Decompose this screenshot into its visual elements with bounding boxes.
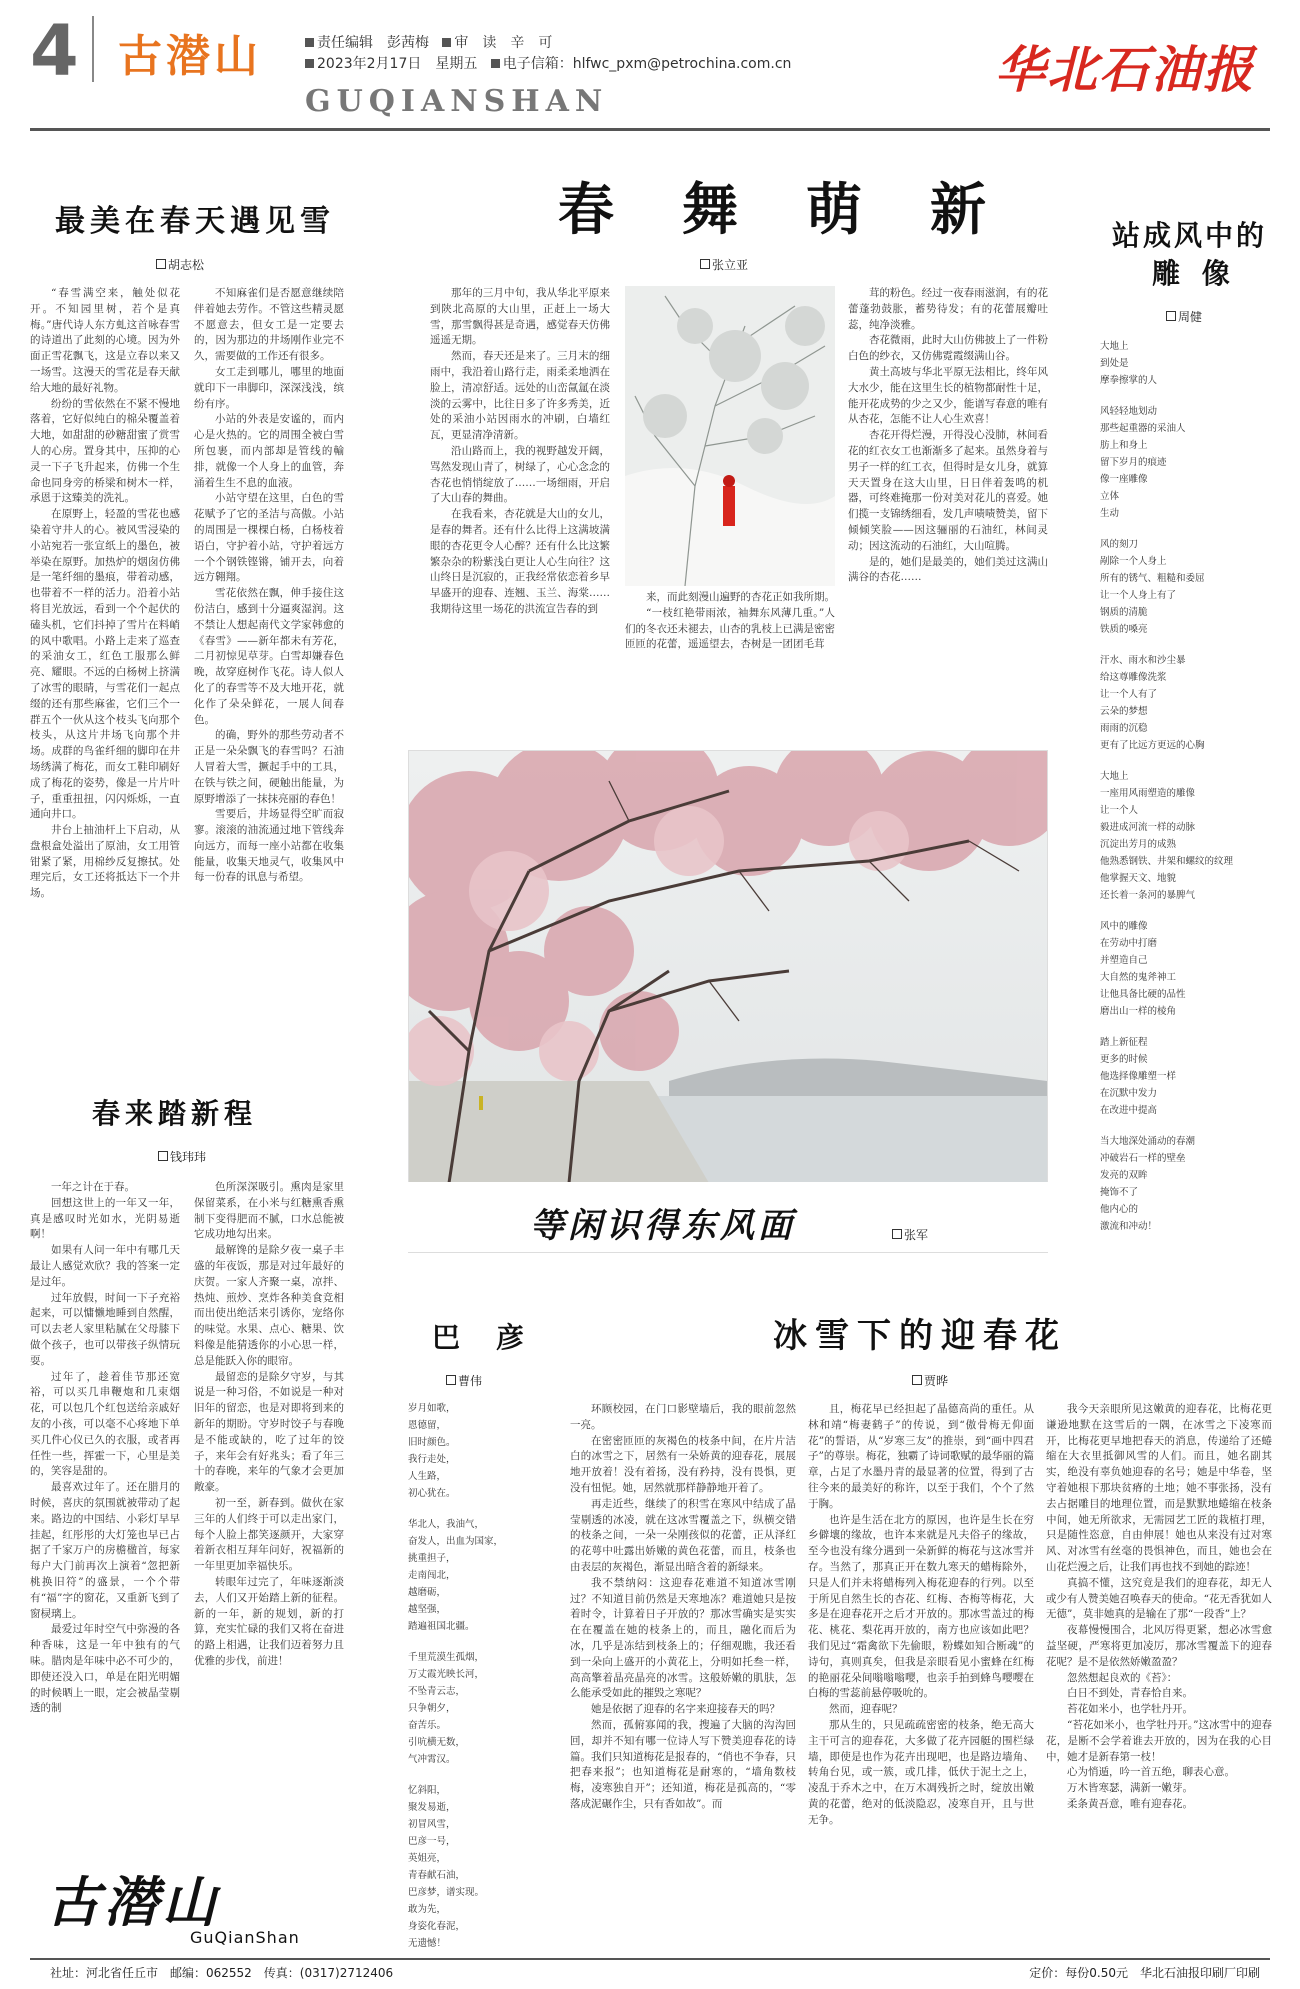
page-number: 4 [30,10,79,92]
poem-line: 肪上和身上 [1100,440,1148,451]
article-column-spring-3 [848,286,1048,716]
poem-line: 聚发易逝， [408,1802,456,1813]
byline-journey: 钱玮玮 [158,1148,206,1165]
poem-line: 掩饰不了 [1100,1187,1139,1198]
article-title-snow: 最美在春天遇见雪 [55,204,335,239]
poem-line: 并塑造自己 [1100,955,1148,966]
paragraph: 白日不到处，青春恰自来。 [1067,1687,1193,1700]
poem-line: 让一个人身上有了 [1100,590,1177,601]
paragraph: 杏花微雨，此时大山仿佛披上了一件粉白色的纱衣，又仿佛霓霞缀满山谷。 [848,334,1048,363]
byline-box-icon [446,1375,456,1385]
paragraph: 如果有人问一年中有哪几天最让人感觉欢欣？我的答案一定是过年。 [30,1244,180,1288]
paragraph: 女工走到哪儿，哪里的地面就印下一串脚印，深深浅浅，缤纷有序。 [194,365,344,410]
paragraph: 小站的外表是安谧的，而内心是火热的。它的周围全被白雪所包裹，而内部却是管线的輸排，就像一个人身上的血管，奔涌着生生不息的血液。 [194,413,344,489]
poem-line: 让他具备比硬的品性 [1100,989,1186,1000]
masthead-divider [92,16,94,82]
square-bullet-icon [442,38,451,47]
byline-box-icon [1166,311,1176,321]
stanza-gap [1100,754,1270,768]
poem-line: 大自然的鬼斧神工 [1100,972,1177,983]
article-column-spring-2 [625,590,835,716]
article-column-wintersweet-2 [808,1402,1034,1950]
article-title-statue-1: 站成风中的 [1112,219,1268,252]
poem-line: 风中的雕像 [1100,921,1148,932]
paragraph: 万木皆寒瑟，满新一嫩芽。 [1067,1782,1193,1795]
poem-line: 那些起重器的采油人 [1100,423,1186,434]
poem-line: 挑重担子， [408,1553,456,1564]
article-column-journey-2 [194,1180,344,1735]
paragraph: 然而，迎春呢？ [829,1703,903,1716]
paragraph: 过年了，趁着佳节那还宽裕，可以买几串鞭炮和几束烟花，可以包几个红包送给亲戚好友的小孩，可以毫不心疼地下单买几件心仪已久的衣服，或者再任性一些，挥霍一下，心里是美的，笑容是甜的。 [30,1370,180,1478]
paragraph: 也许是生活在北方的原因，也许是生长在穷乡僻壤的缘故，也许本来就是凡夫俗子的缘故，至今也没有缘分遇到一朵新鲜的梅花与这冰雪并存。当然了，那真正开在数九寒天的蜡梅除外，只是人们并未将蜡梅列入梅花迎春的行列。以至于所见自然生长的杏花、红梅、杏梅等梅花，大多是在迎春花开之后才开放的。那冰雪盖过的梅花、桃花、梨花再开放的，南方也应该如此吧？我们见过“霜禽欲下先偷眼，粉蝶如知合断魂”的诗句，真则真矣，但我是亲眼看见小蜜蜂在红梅的艳丽花朵间嗡嗡嗡嘤，也亲手拍到蜂鸟嘤嘤在白梅的雪蕊前悬停吸吮的。 [808,1513,1034,1700]
poem-line: 沉淀出芳月的成熟 [1100,839,1177,850]
byline-statue: 周健 [1166,308,1202,325]
poem-line: 像一座雕像 [1100,474,1148,485]
photo-blossom-lake [408,750,1048,1184]
article-title-eastwind: 等闲识得东风面 [530,1206,796,1246]
paragraph: 心为悄遁，吟一首五绝，聊表心意。 [1067,1766,1235,1779]
article-column-wintersweet-1 [570,1402,796,1950]
square-bullet-icon [305,59,314,68]
paragraph: 过年放假，时间一下子充裕起来，可以慵懒地睡到自然醒，可以去老人家里粘腻在父母膝下做个孩子，也可以带孩子纵情玩耍。 [30,1291,180,1367]
paragraph: “苔花如米小，也学牡丹开。”这冰雪中的迎春花，是断不会学着谁去开放的，因为在我的心目中，她才是新春第一枝！ [1046,1718,1272,1763]
paragraph: 然而，孤俯寡闻的我，搜遍了大脑的沟沟回回，却并不知有哪一位诗人写下赞美迎春花的诗篇。我们只知道梅花是报春的，“俏也不争春，只把春来报”；也知道梅花是耐寒的，“墙角数枝梅，凌寒独自开”；还知道，梅花是孤高的，“零落成泥碾作尘，只有香如故”。而 [570,1718,796,1810]
byline-bayan: 曹伟 [446,1372,482,1389]
poem-line: 无遗憾！ [408,1938,447,1949]
newspaper-masthead: 华北石油报 [995,40,1255,99]
poem-line: 到处是 [1100,358,1129,369]
byline-box-icon [892,1229,902,1239]
section-pinyin: GUQIANSHAN [305,84,609,119]
poem-line: 踏上新征程 [1100,1037,1148,1048]
poem-statue [1100,338,1270,1258]
poem-line: 他掌握天文、地貌 [1100,873,1177,884]
poem-line: 生动 [1100,508,1120,519]
article-title-wintersweet: 冰雪下的迎春花 [773,1316,1067,1356]
paragraph: 忽然想起良欢的《苔》： [1067,1671,1178,1684]
paragraph: 她是依据了迎春的名字来迎接春天的吗？ [591,1703,780,1716]
paragraph: 沿山路而上，我的视野越发开阔，骂然发现山青了，树绿了，心心念念的杏花也悄悄绽放了……一场细雨，开启了大山春的舞曲。 [430,444,610,505]
poem-line: 磨出山一样的棱角 [1100,1006,1177,1017]
poem-line: 立体 [1100,491,1120,502]
poem-line: 万丈霞光映长河， [408,1669,485,1680]
stanza-gap [1100,522,1270,536]
poem-line: 在劳动中打磨 [1100,938,1158,949]
poem-line: 毅进成河流一样的动脉 [1100,822,1196,833]
stanza-gap [408,1768,558,1782]
footer-address: 社址：河北省任丘市 邮编：062552 传真：(0317)2712406 [50,1966,394,1980]
article-title-bayan: 巴 彦 [432,1321,529,1354]
poem-line: 让一个人有了 [1100,689,1158,700]
poem-line: 奋发人，出血为国家， [408,1536,504,1547]
stanza-gap [1100,904,1270,918]
poem-line: 风轻轻地划动 [1100,406,1158,417]
header-rule [30,128,1270,131]
poem-line: 他内心的 [1100,1204,1139,1215]
poem-line: 越磨砺， [408,1587,447,1598]
poem-line: 不坠青云志， [408,1686,466,1697]
paragraph: “一枝红艳带雨浓，袖舞东风薄几重。”人们的冬衣还未褪去，山杏的乳枝上已满是密密匝匝的花蕾，遥遥望去，杏树是一团团毛茸 [625,606,835,651]
poem-line: 让一个人 [1100,805,1139,816]
bottom-logo-pinyin: GuQianShan [190,1928,300,1947]
poem-line: 我行走处， [408,1454,456,1465]
paragraph: 在原野上，轻盈的雪花也感染着守井人的心。被风雪浸染的小站宛若一张宣纸上的墨色，被举染在原野。加热炉的烟囱仿佛是一笔纤细的墨痕，带着动感，也带着不一样的活力。沿着小站将目光放远，看到一个个起伏的磕头机，它们抖掉了雪片在料峭的风中歌唱。小路上走来了巡查的采油女工，红色工服那么鲜亮、耀眼。不远的白杨树上挤满了冰雪的眼睛，与雪花们一起点缀的还有那些麻雀，它们三个一群五个一伙从这个枝头飞向那个枝头，从这片井场飞向那个井场。成群的鸟雀纤细的脚印在井场绣满了梅花，而女工鞋印刷好成了梅花的姿势，像是一片片叶子，重重扭扭，闪闪烁烁，一直通向井口。 [30,508,180,821]
poem-line: 只争朝夕， [408,1703,456,1714]
poem-line: 当大地深处涌动的春潮 [1100,1136,1196,1147]
paragraph: 然而，春天还是来了。三月末的细雨中，我沿着山路行走，雨柔柔地洒在脸上，清凉舒适。远处的山峦氤氲在淡淡的云雾中，比往日多了许多秀美，近处的采油小站因雨水的冲刷，白墙红瓦，更显清净清新。 [430,350,610,442]
poem-line: 风的刻刀 [1100,539,1139,550]
paragraph: 在我看来，杏花就是大山的女儿，是春的舞者。还有什么比得上这满坡满眼的杏花更令人心醉？还有什么比这繁繁杂杂的粉紫浅白更让人心生向往？这山终日是沉寂的，正我经常依恋着乡早早盛开的迎春、连翘、玉兰、海棠……我期待这里一场花的洪流宣告春的到 [430,508,610,615]
poem-line: 他熟悉钢铁、井架和螺纹的纹理 [1100,856,1234,867]
byline-box-icon [156,259,166,269]
square-bullet-icon [305,38,314,47]
stanza-gap [408,1502,558,1516]
paragraph: 那年的三月中旬，我从华北平原来到陕北高原的大山里，正赶上一场大雪，那雪飘得甚是奇遇，感觉春天仿佛遥遥无期。 [430,287,610,347]
paragraph: 初一至，新春到。做伙在家三年的人们终于可以走出家门，每个人脸上都笑逐颜开，大家穿着新衣相互拜年问好，祝福新的一年里更加幸福快乐。 [194,1496,344,1573]
poem-line: 钢质的清脆 [1100,607,1148,618]
byline-box-icon [912,1375,922,1385]
paragraph: 回想这世上的一年又一年，真是感叹时光如水，光阴易逝啊！ [30,1196,180,1241]
poem-line: 初心犹在。 [408,1488,456,1499]
photo-snow-tree [625,286,835,586]
paragraph: 柔条黄吾意，唯有迎春花。 [1067,1797,1193,1810]
poem-line: 给这尊雕像洗浆 [1100,672,1167,683]
stanza-gap [1100,389,1270,403]
poem-line: 恩德留， [408,1420,447,1431]
poem-line: 华北人，我油气， [408,1519,485,1530]
stanza-gap [1100,1119,1270,1133]
paragraph: 最解馋的是除夕夜一桌子丰盛的年夜饭，那是对过年最好的庆贺。一家人齐聚一桌，凉拌、热炖、煎炒、烹炸各种美食竞相而出使出绝活来引诱你，宠络你的味觉。水果、点心、糖果、饮料像是能猜透你的小心思一样，总是能跃入你的眼帘。 [194,1244,344,1367]
byline-box-icon [700,259,710,269]
poem-line: 冲破岩石一样的壁垒 [1100,1153,1186,1164]
footer-price: 定价：每份0.50元 华北石油报印刷厂印刷 [1029,1966,1260,1980]
stanza-gap [1100,638,1270,652]
article-column-wintersweet-3 [1046,1402,1272,1950]
poem-line: 越坚强， [408,1604,447,1615]
poem-line: 大地上 [1100,771,1129,782]
poem-line: 剐除一个人身上 [1100,556,1167,567]
poem-line: 摩拳擦掌的人 [1100,375,1158,386]
poem-line: 人生路， [408,1471,447,1482]
poem-line: 激流和冲动！ [1100,1221,1158,1232]
paragraph: 是的，她们是最美的，她们美过这满山满谷的杏花…… [848,555,1048,584]
poem-line: 发亮的双眸 [1100,1170,1148,1181]
poem-line: 奋苦乐。 [408,1720,447,1731]
paragraph: 再走近些，继续了的积雪在寒风中结成了晶莹剔透的冰凌，就在这冰雪覆盖之下，纵横交错的枝条之间，一朵一朵刚孩似的花蕾，正从泽红的花萼中吐露出娇嫩的黄色花蕾，而且，枝条也由表层的灰褐色，渐显出暗含着的新绿来。 [570,1497,796,1573]
poem-line: 云朵的梦想 [1100,706,1148,717]
poem-line: 在改进中提高 [1100,1105,1158,1116]
byline-spring: 张立亚 [700,256,748,273]
bottom-logo: 古潜山 [46,1870,220,1934]
byline-eastwind: 张军 [892,1226,928,1243]
byline-box-icon [158,1151,168,1161]
paragraph: 色所深深吸引。熏肉是家里保留菜系，在小米与红糖熏香熏制下变得肥而不腻，口水总能被它成功地勾出来。 [194,1181,344,1241]
poem-line: 气冲霄汉。 [408,1754,456,1765]
poem-line: 初冒风雪， [408,1819,456,1830]
poem-line: 身姿化春泥， [408,1921,466,1932]
paragraph: 最爱过年时空气中弥漫的各种香味，这是一年中独有的气味。腊肉是年味中必不可少的，即使还没入口，单是在阳光明媚的时候晒上一眼，定会被晶莹剔透的制 [30,1623,180,1715]
footer-rule [30,1958,1270,1960]
poem-line: 他选择像雕塑一样 [1100,1071,1177,1082]
paragraph: 我今天亲眼所见这嫩黄的迎春花，比梅花更谦逊地默在这雪后的一隅，在冰雪之下凌寒而开，比梅花更早地把春天的消息，传递给了还蜷缩在大衣里抵御风雪的人们。而且，她名副其实，绝没有辜负她迎春的名号；她是中华卷，坚守着她根下那块贫瘠的土地；她不事张扬，没有去占据雕目的地理位置，而是默默地蜷缩在枝条中间，她无所欲求，无需园艺工匠的栽植打理，只是随性恣意，自由伸展！她也从来没有过对寒风、对冰雪有丝毫的畏惧神色，而且，她也会在山花烂漫之后，让我们再也找不到她的踪迹！ [1046,1403,1272,1573]
poem-line: 在沉默中发力 [1100,1088,1158,1099]
poem-line: 千里荒漠生孤烟， [408,1652,485,1663]
paragraph: 最留恋的是除夕守岁，与其说是一种习俗，不如说是一种对旧年的留恋，也是对即将到来的新年的期盼。守岁时饺子与春晚是不能或缺的，吃了过年的饺子，来年会有好兆头；看了年三十的春晚，来年的气象才会更加敞豪。 [194,1370,344,1494]
poem-line: 更有了比远方更远的心胸 [1100,740,1205,751]
paragraph: 一年之计在于春。 [51,1181,135,1193]
poem-line: 雨雨的沉稳 [1100,723,1148,734]
paragraph: “春雪满空来，触处似花开。不知园里树，若个是真梅。”唐代诗人东方虬这首咏春雪的诗道出了此刻的心境。因为外面正雪花飘飞，这是立春以来又一场雪。这漫天的雪花是春天献给大地的最好礼物。 [30,287,180,394]
paragraph: 雪要后，井场显得空旷而寂寥。滚滚的油流通过地下管线奔向远方，而每一座小站都在收集能量，收集天地灵气，收集风中每一份春的讯息与希望。 [194,808,344,884]
poem-line: 留下岁月的痕迹 [1100,457,1167,468]
paragraph: 纷纷的雪依然在不紧不慢地落着，它好似纯白的棉朵覆盖着大地，如甜甜的砂糖甜蜜了赏雪人的心房。置身其中，压抑的心灵一下子飞升起来，仿佛一个生命也同身旁的桥梁和树木一样，承恩于这臻美的洗礼。 [30,397,180,505]
article-column-snow-2 [194,286,344,1028]
poem-line: 还长着一条河的暴脾气 [1100,890,1196,901]
paragraph: 夜幕慢慢围合，北风厉得更紧，想必冰雪愈益坚硬，严寒将更加凌厉，那冰雪覆盖下的迎春花呢？是不是依然娇嫩盈盈？ [1046,1624,1272,1668]
poem-line: 敢为先， [408,1904,447,1915]
paragraph: 在密密匝匝的灰褐色的枝条中间，在片片洁白的冰雪之下，居然有一朵娇黄的迎春花，展展地开放着！没有着扬，没有矜持，没有畏惧，更没有忸怩。她，居然就那样静静地开着了。 [570,1434,796,1494]
paragraph: 来，而此刻漫山遍野的杏花正如我所期。 [646,591,835,603]
stanza-gap [408,1635,558,1649]
paragraph: 苔花如米小，也学牡丹开。 [1067,1703,1193,1716]
paragraph: 那从生的，只见疏疏密密的枝条，绝无高大主干可言的迎春花，大多做了花卉园艇的围栏绿墙，即使是也作为花卉出现吧，也是路边墙角、转角台见，或一簇，或几排，低伏于泥土之上，凌乱于乔木之中，在万木凋残折之时，绽放出嫩黄的花蕾，绝对的低淡隐忍，凌寒自开，且与世无争。 [808,1718,1034,1826]
article-title-statue-2: 雕 像 [1152,257,1236,290]
poem-line: 踏遍祖国北疆。 [408,1621,475,1632]
paragraph: 我不禁纳闷：这迎春花难道不知道冰雪刚过？不知道目前仍然是天寒地冻？难道她只是按着时令，计算着日子开放的？那冰雪确实是实实在在覆盖在她的枝条上的，而且，融化而后为冰，几乎是冻结到枝条上的；仔细观瞧，我还看到一朵向上盛开的小黄花上，分明如托叁一样，高高擎着晶亮晶亮的冰雪。这般娇嫩的肌肤，怎么能承受如此的摧毁之寒呢？ [570,1576,796,1700]
paragraph: 雪花依然在飘，伸手接住这份洁白，感到十分逼爽湿润。这不禁让人想起南代文学家韩愈的《春雪》——新年都未有芳花，二月初惊见草芽。白雪却嫌春色晚，故穿庭树作飞花。诗人似人化了的春雪等不及大地开花，就化作了朵朵鲜花，一展人间春色。 [194,587,344,726]
article-title-journey: 春来踏新程 [92,1097,258,1130]
poem-line: 英姐亮， [408,1853,447,1864]
editor-line: 责任编辑 彭茜梅 审 读 辛 可 [305,33,552,53]
poem-line: 汗水、雨水和沙尘暴 [1100,655,1186,666]
poem-line: 大地上 [1100,341,1129,352]
section-name: 古潜山 [118,31,262,82]
paragraph: 转眼年过完了，年味逐渐淡去，人们又开始踏上新的征程。新的一年，新的规划，新的打算，充实忙碌的我们又将在奋进的路上相遇，让我们迈着努力且优雅的步伐，前进！ [194,1575,344,1667]
paragraph: 井台上抽油杆上下启动，从盘根盒处溢出了原油，女工用管钳紧了紧，用棉纱反复擦拭。处理完后，女工还将抵达下一个井场。 [30,824,180,900]
poem-line: 铁质的嗓亮 [1100,624,1148,635]
poem-line: 青春献石油， [408,1870,466,1881]
paragraph: 小站守望在这里，白色的雪花赋予了它的圣洁与高傲。小站的周围是一棵棵白杨，白杨枝着语白，守护着小站，守护着远方一个个钢铁铿锵，铺开去，向着远方翱翔。 [194,492,344,584]
paragraph: 黄土高坡与华北平原无法相比，终年风大水少，能在这里生长的植物都耐性十足，能开花成势的少之又少，能谱写春意的唯有从杏花，怎能不让人心生欢喜！ [848,365,1048,426]
poem-bayan [408,1400,558,1960]
poem-line: 岁月如歌， [408,1403,456,1414]
poem-line: 更多的时候 [1100,1054,1148,1065]
stanza-gap [1100,1020,1270,1034]
poem-line: 巴彦一号， [408,1836,456,1847]
paragraph: 且，梅花早已经担起了晶德高尚的重任。从林和靖“梅妻鹤子”的传说，到“傲骨梅无仰面花”的誓语，从“岁寒三友”的推崇，到“画中四君子”的尊崇。梅花，独霸了诗词歌赋的最华丽的篇章，占足了水墨丹青的最显著的位置，得到了古往今来的最美好的称许，以至于我们，个个了然于胸。 [808,1403,1034,1510]
article-column-snow-1 [30,286,180,1028]
poem-line: 走南闯北， [408,1570,456,1581]
poem-line: 一座用风雨塑造的雕像 [1100,788,1196,799]
paragraph: 的确，野外的那些劳动者不正是一朵朵飘飞的春雪吗？石油人冒着大雪，撅起手中的工具，在铁与铁之间，硬触出能量，为原野增添了一抹抹亮丽的春色！ [194,729,344,805]
article-title-spring: 春 舞 萌 新 [558,177,992,243]
poem-line: 巴彦梦，谱实现。 [408,1887,485,1898]
square-bullet-icon [491,59,500,68]
paragraph: 不知麻雀们是否愿意继续陪伴着她去劳作。不管这些精灵愿不愿意去，但女工是一定要去的，因为那边的井场刚作业完不久，需要做的工作还有很多。 [194,287,344,363]
poem-line: 忆斜阳， [408,1785,447,1796]
poem-line: 引吭横无数， [408,1737,466,1748]
paragraph: 杏花开得烂漫，开得没心没肺，林间看花的红衣女工也渐渐多了起来。虽然身着与男子一样的红工衣，但得时是女儿身，就算天天置身在这大山里，日日伴着轰鸣的机器，可终难掩那一份对美对花儿的喜爱。她们揽一支锦绣细看，发几声啧啧赞美，留下倾倾笑脸——因这骊丽的石油红，林间灵动；因这流动的石油红，大山喧腾。 [848,429,1048,552]
poem-line: 所有的锈气、粗糙和委屈 [1100,573,1205,584]
article-column-spring-1 [430,286,610,716]
paragraph: 真搞不懂，这究竟是我们的迎春花，却无人或少有人赞美她召唤春天的使命。“花无香犹如人无德”，莫非她真的是输在了那“一段香”上？ [1046,1576,1272,1621]
byline-snow: 胡志松 [156,256,204,273]
paragraph: 茸的粉色。经过一夜春雨滋润，有的花蕾蓬勃鼓胀，蓄势待发；有的花蕾展瓣吐蕊，纯净淡雅。 [848,287,1048,331]
byline-wintersweet: 贾晔 [912,1372,948,1389]
poem-line: 旧时颜色。 [408,1437,456,1448]
paragraph: 环顾校园，在门口影壁墙后，我的眼前忽然一亮。 [570,1403,796,1431]
paragraph: 最喜欢过年了。还在腊月的时候，喜庆的氛围就被带动了起来。路边的中国结、小彩灯早早挂起，红彤彤的大灯笼也早已占据了千家万户的房檐楹首，每家每户大门前再次上演着“忽把新桃换旧符”的盛景，一个个带有“福”字的窗花，又重新飞到了窗棂璃上。 [30,1481,180,1620]
article-column-journey-1 [30,1180,180,1735]
date-line: 2023年2月17日 星期五 电子信箱：hlfwc_pxm@petrochina.com.cn [305,54,791,74]
